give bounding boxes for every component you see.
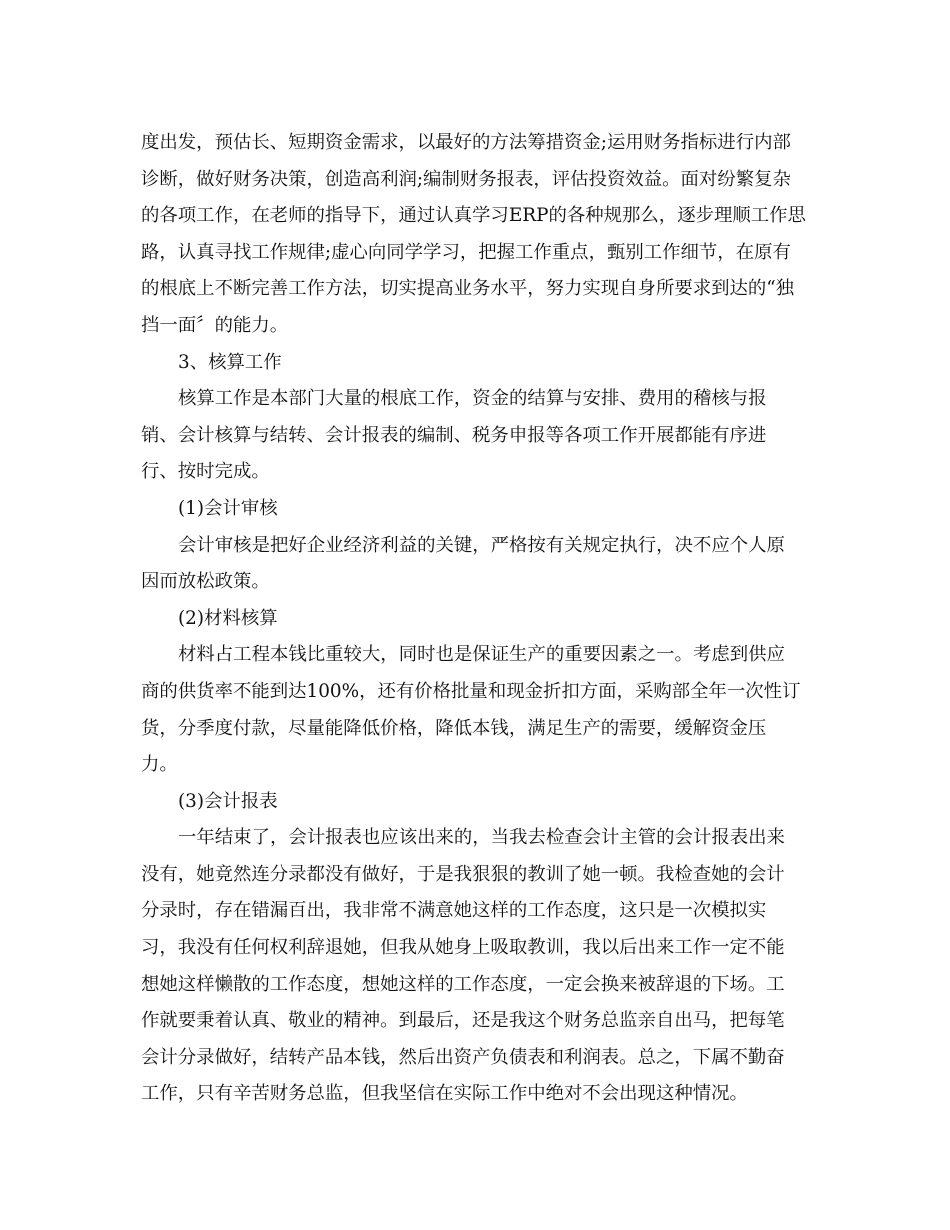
document-body	[141, 125, 813, 1113]
paragraph-first-line: 核算工作是本部门大量的根底工作，资金的结算与安排、费用的稽核与报	[178, 388, 767, 410]
text-line: 没有，她竟然连分录都没有做好，于是我狠狠的教训了她一顿。我检查她的会计	[141, 863, 785, 885]
text-line: 想她这样懒散的工作态度，想她这样的工作态度，一定会换来被辞退的下场。工	[141, 973, 785, 995]
text-line: 的根底上不断完善工作方法，切实提高业务水平，努力实现自身所要求到达的“独	[141, 278, 795, 300]
text-line: 度出发，预估长、短期资金需求，以最好的方法筹措资金;运用财务指标进行内部	[141, 132, 791, 153]
text-line: 挡一面〞的能力。	[141, 314, 289, 336]
text-line: 行、按时完成。	[141, 461, 270, 483]
text-line: 货，分季度付款，尽量能降低价格，降低本钱，满足生产的需要，缓解资金压	[141, 717, 767, 739]
text-line: 的各项工作，在老师的指导下，通过认真学习ERP的各种规那么，逐步理顺工作思	[141, 205, 806, 227]
text-line: 工作，只有辛苦财务总监，但我坚信在实际工作中绝对不会出现这种情况。	[141, 1083, 748, 1105]
subsection-heading: (2)材料核算	[178, 607, 278, 629]
text-line: 销、会计核算与结转、会计报表的编制、税务申报等各项工作开展都能有序进	[141, 424, 767, 446]
subsection-heading: (3)会计报表	[178, 790, 278, 812]
text-line: 作就要秉着认真、敬业的精神。到最后，还是我这个财务总监亲自出马，把每笔	[141, 1010, 785, 1032]
text-line: 会计分录做好，结转产品本钱，然后出资产负债表和利润表。总之，下属不勤奋	[141, 1046, 785, 1068]
text-line: 力。	[141, 754, 178, 776]
section-heading: 3、核算工作	[178, 351, 282, 373]
paragraph-first-line: 材料占工程本钱比重较大，同时也是保证生产的重要因素之一。考虑到供应	[178, 644, 785, 666]
text-line: 诊断，做好财务决策，创造高利润;编制财务报表，评估投资效益。面对纷繁复杂	[141, 168, 791, 190]
text-line: 习，我没有任何权利辞退她，但我从她身上吸取教训，我以后出来工作一定不能	[141, 937, 785, 959]
text-line: 因而放松政策。	[141, 571, 270, 593]
subsection-heading: (1)会计审核	[178, 497, 278, 519]
text-line: 路，认真寻找工作规律;虚心向同学学习，把握工作重点，甄别工作细节，在原有	[141, 241, 791, 263]
text-line: 商的供货率不能到达100%，还有价格批量和现金折扣方面，采购部全年一次性订	[141, 680, 801, 702]
text-line: 分录时，存在错漏百出，我非常不满意她这样的工作态度，这只是一次模拟实	[141, 900, 767, 922]
paragraph-first-line: 会计审核是把好企业经济利益的关键，严格按有关规定执行，决不应个人原	[178, 534, 785, 556]
paragraph-first-line: 一年结束了，会计报表也应该出来的，当我去检查会计主管的会计报表出来	[178, 827, 785, 849]
